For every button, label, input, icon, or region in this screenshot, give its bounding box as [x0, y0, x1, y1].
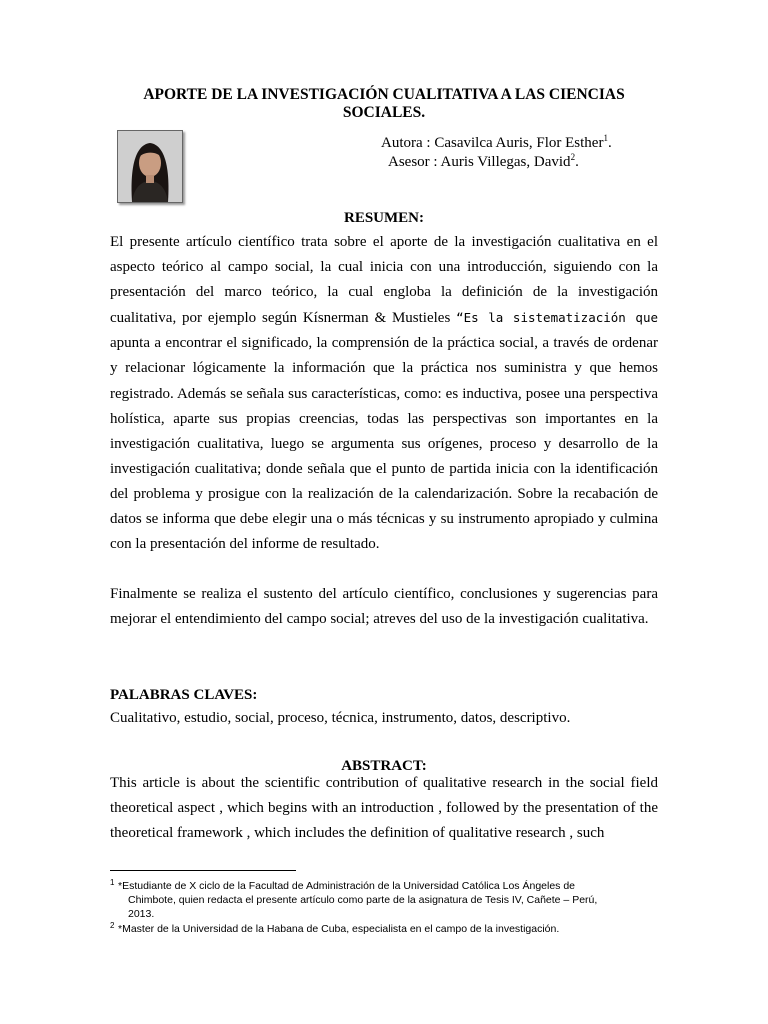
- paper-title-line-2: SOCIALES.: [342, 104, 426, 121]
- advisor-period: .: [575, 154, 579, 170]
- keywords-heading: PALABRAS CLAVES:: [110, 687, 258, 703]
- resumen-p1-quote: “Es la sistematización que: [456, 310, 658, 326]
- paper-title: [110, 86, 658, 122]
- footnote-1-line-1: *Estudiante de X ciclo de la Facultad de Administración de la Universidad Católica Los Ángeles de: [118, 880, 576, 892]
- keywords-text: Cualitativo, estudio, social, proceso, técnica, instrumento, datos, descriptivo.: [110, 710, 571, 726]
- resumen-p1-text-b: apunta a encontrar el significado, la comprensión de la práctica social, a través de ordenar y relacionar lógicamente la información que la práctica nos suministra y que hemos registrado. Además se señala sus características, como: es inductiva, posee una perspectiva holística, aparte sus propias creencias, todas las perspectivas son importantes en la investigación cualitativa, luego se argumenta sus orígenes, proceso y desarrollo de la investigación cualitativa; donde señala que el punto de partida inicia con la identificación del problema y prosigue con la realización de la calendarización. Sobre la recabación de datos se informa que debe elegir una o más técnicas y su instrumento apropiado y culmina con la presentación del informe de resultado.: [110, 335, 658, 553]
- resumen-paragraph-2: Finalmente se realiza el sustento del artículo científico, conclusiones y sugerencias para mejorar el entendimiento del campo social; atreves del uso de la investigación cualitativa.: [110, 586, 658, 628]
- footnote-1-line-3: 2013.: [128, 908, 155, 920]
- footnote-2-line-1: *Master de la Universidad de la Habana de Cuba, especialista en el campo de la investigación.: [118, 923, 560, 935]
- advisor-footnote-marker: 2: [570, 152, 576, 162]
- resumen-paragraph-1: [110, 230, 658, 557]
- abstract-paragraph: This article is about the scientific contribution of qualitative research in the social field theoretical aspect , which begins with an introduction , followed by the presentation of the theoretical framework , which includes the definition of qualitative research , such: [110, 775, 658, 842]
- author-period: .: [607, 135, 612, 151]
- footnote-1: [110, 879, 662, 921]
- paper-title-line-1: APORTE DE LA INVESTIGACIÓN CUALITATIVA A LAS CIENCIAS: [143, 86, 625, 103]
- footnote-2: [110, 922, 662, 936]
- footnote-separator: [110, 870, 296, 871]
- resumen-p1-text-a: El presente artículo científico trata sobre el aporte de la investigación cualitativa en el aspecto teórico al campo social, la cual inicia con una introducción, siguiendo con la presentación del marco teórico, la cual engloba la definición de la investigación cualitativa, por ejemplo según Kísnerman & Mustieles: [110, 234, 658, 327]
- footnote-2-number: 2: [110, 921, 115, 930]
- resumen-heading: RESUMEN:: [343, 210, 424, 226]
- advisor-line: [388, 154, 579, 171]
- author-footnote-marker: 1: [603, 133, 608, 143]
- author-name: Autora : Casavilca Auris, Flor Esther: [381, 135, 604, 151]
- abstract-heading: ABSTRACT:: [341, 758, 427, 774]
- author-photo: [117, 130, 183, 203]
- advisor-name: Asesor : Auris Villegas, David: [388, 154, 571, 170]
- author-line: [381, 135, 612, 152]
- footnote-1-number: 1: [110, 878, 115, 887]
- footnote-1-line-2: Chimbote, quien redacta el presente artículo como parte de la asignatura de Tesis IV, Cañete – Perú,: [128, 894, 598, 906]
